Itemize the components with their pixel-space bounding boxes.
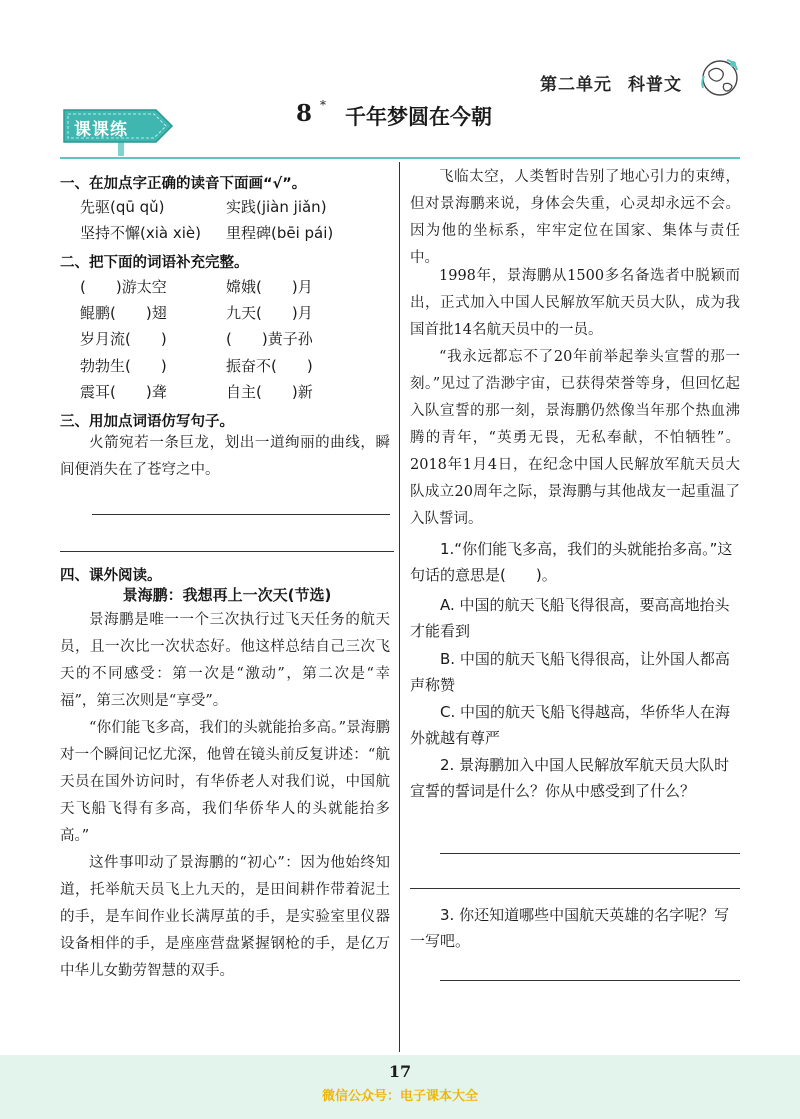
section-separator: [60, 551, 394, 552]
lesson-star: *: [320, 98, 326, 112]
answer-line[interactable]: [410, 888, 740, 889]
fill-blank-item[interactable]: 嫦娥( )月: [226, 278, 313, 296]
unit-title: [540, 70, 682, 95]
answer-line[interactable]: [92, 514, 390, 515]
column-divider: [399, 162, 400, 1052]
answer-line[interactable]: [440, 980, 740, 981]
article-paragraph: 这件事叩动了景海鹏的“初心”：因为他始终知道，托举航天员飞上九天的，是田间耕作带着泥土的手，是车间作业长满厚茧的手，是实验室里仪器设备相伴的手，是座座营盘紧握钢枪的手，是亿万中华儿女勤劳智慧的双手。: [60, 855, 390, 979]
pinyin-item[interactable]: 坚持不懈(xià xiè): [80, 224, 201, 242]
article-paragraph: “我永远都忘不了20年前举起拳头宣誓的那一刻。”见过了浩渺宇宙，已获得荣誉等身，但回忆起入队宣誓的那一刻，景海鹏仍然像当年那个热血沸腾的青年，“英勇无畏，无私奉献，不怕牺牲”。2018年1月4日，在纪念中国人民解放军航天员大队成立20周年之际，景海鹏与其他战友一起重温了入队誓词。: [410, 349, 740, 527]
fill-blank-item[interactable]: 勃勃生( ): [80, 357, 167, 375]
header-rule: [60, 157, 740, 159]
fill-blank-item[interactable]: 自主( )新: [226, 383, 313, 401]
option-a[interactable]: A. 中国的航天飞船飞得很高，要高高地抬头才能看到: [410, 596, 730, 640]
option-c[interactable]: C. 中国的航天飞船飞得越高，华侨华人在海外就越有尊严: [410, 703, 731, 747]
section2-heading: 二、把下面的词语补充完整。: [60, 255, 249, 271]
lesson-badge: [60, 104, 190, 156]
fill-blank-item[interactable]: 震耳( )聋: [80, 383, 167, 401]
pinyin-item[interactable]: 实践(jiàn jiǎn): [226, 198, 327, 216]
section3-heading: 三、用加点词语仿写句子。: [60, 414, 234, 430]
earth-icon: [697, 54, 743, 100]
genre-label: 科普文: [628, 75, 682, 95]
fill-blank-item[interactable]: 振奋不( ): [226, 357, 313, 375]
badge-label: 课课练: [74, 120, 128, 140]
page-number: 17: [388, 1062, 412, 1081]
fill-blank-item[interactable]: 鲲鹏( )翅: [80, 304, 167, 322]
article-paragraph: “你们能飞多高，我们的头就能抬多高。”景海鹏对一个瞬间记忆尤深，他曾在镜头前反复讲述：“航天员在国外访问时，有华侨老人对我们说，中国航天飞船飞得有多高，我们华侨华人的头就能抬多高。”: [60, 720, 390, 844]
fill-blank-item[interactable]: ( )游太空: [80, 278, 167, 296]
lesson-number: 8: [296, 100, 313, 127]
pinyin-item[interactable]: 里程碑(bēi pái): [226, 224, 334, 242]
article-title: 景海鹏：我想再上一次天(节选): [122, 586, 332, 604]
fill-blank-item[interactable]: 岁月流( ): [80, 330, 167, 348]
model-sentence: 火箭宛若一条巨龙，划出一道绚丽的曲线，瞬间便消失在了苍穹之中。: [60, 435, 390, 478]
option-b[interactable]: B. 中国的航天飞船飞得很高，让外国人都高声称赞: [410, 650, 730, 694]
fill-blank-item[interactable]: 九天( )月: [226, 304, 313, 322]
answer-line[interactable]: [440, 853, 740, 854]
lesson-title: 千年梦圆在今朝: [345, 104, 492, 129]
unit-label: 第二单元: [540, 75, 612, 95]
article-paragraph: 景海鹏是唯一一个三次执行过飞天任务的航天员，且一次比一次状态好。他这样总结自己三次飞天的不同感受：第一次是“激动”，第二次是“幸福”，第三次则是“享受”。: [60, 612, 390, 709]
pinyin-item[interactable]: 先驱(qū qǔ): [80, 198, 165, 216]
fill-blank-item[interactable]: ( )黄子孙: [226, 330, 313, 348]
footer-note: 微信公众号：电子课本大全: [321, 1089, 478, 1104]
section1-heading: 一、在加点字正确的读音下面画“√”。: [60, 176, 307, 192]
question-2: 2. 景海鹏加入中国人民解放军航天员大队时宣誓的誓词是什么？你从中感受到了什么？: [410, 756, 730, 800]
section4-heading: 四、课外阅读。: [60, 568, 162, 584]
article-paragraph: 飞临太空，人类暂时告别了地心引力的束缚，但对景海鹏来说，身体会失重，心灵却永远不会。因为他的坐标系，牢牢定位在国家、集体与责任中。: [410, 169, 740, 266]
question-1: 1.“你们能飞多高，我们的头就能抬多高。”这句话的意思是( )。: [410, 540, 733, 584]
question-3: 3. 你还知道哪些中国航天英雄的名字呢？写一写吧。: [410, 906, 730, 950]
article-paragraph: 1998年，景海鹏从1500多名备选者中脱颖而出，正式加入中国人民解放军航天员大队，成为我国首批14名航天员中的一员。: [410, 268, 740, 338]
